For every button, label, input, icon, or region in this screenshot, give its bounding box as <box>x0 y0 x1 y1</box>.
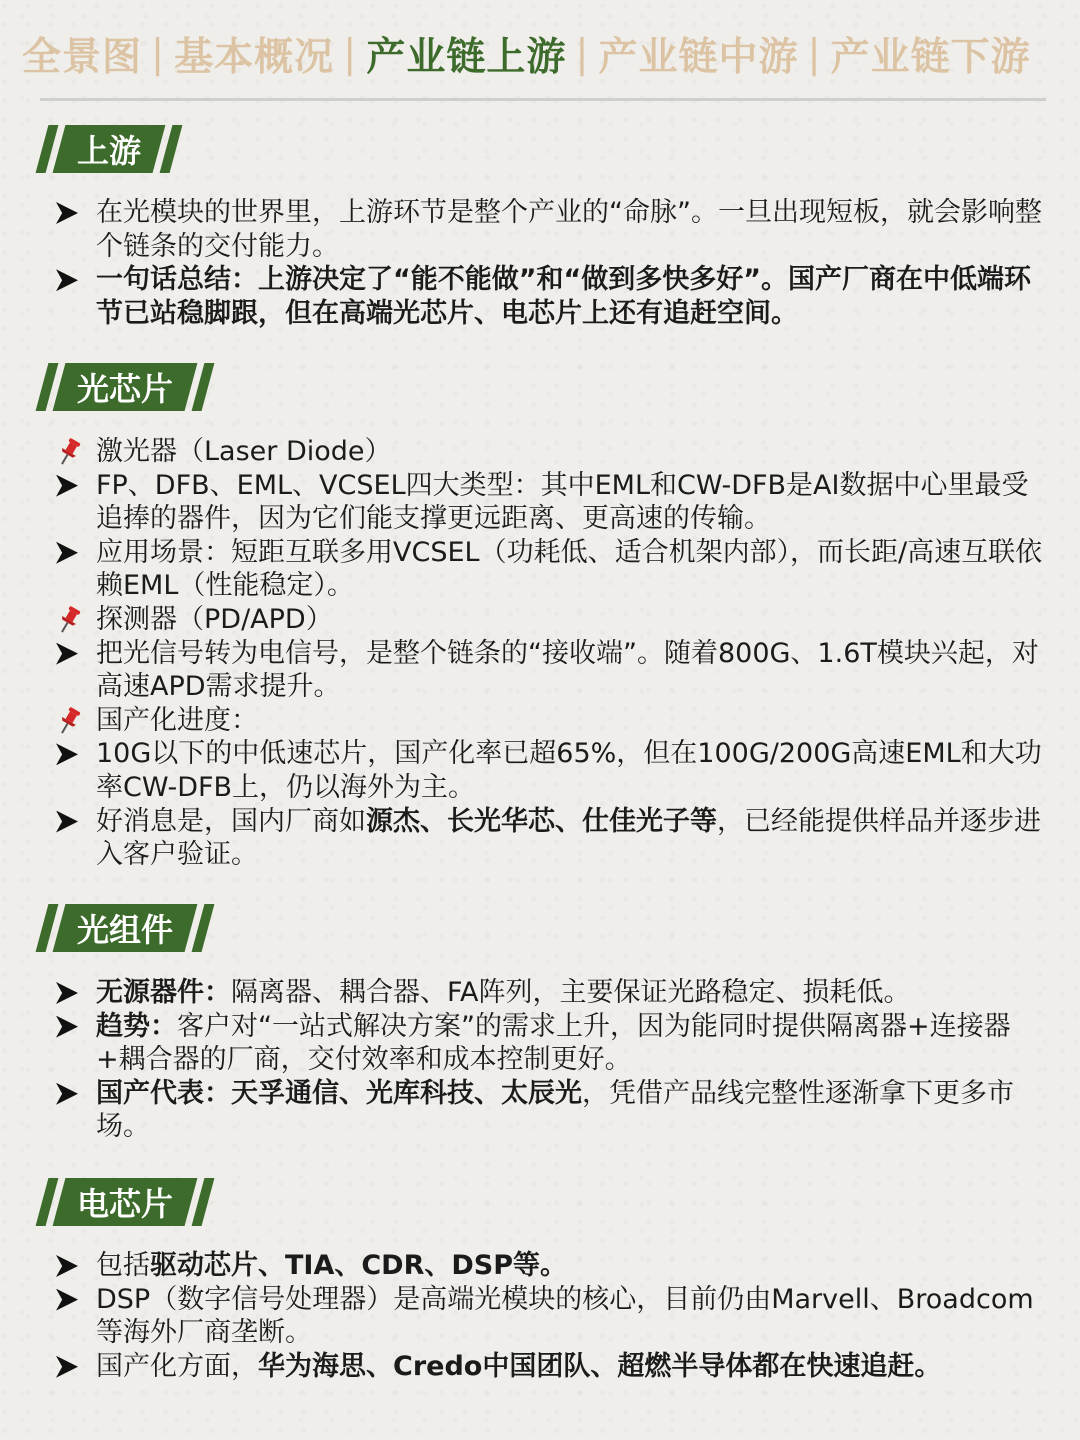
upstream-list <box>52 196 1052 330</box>
section-title: 光组件 <box>53 904 198 952</box>
top-nav <box>22 26 1062 82</box>
arrow-bullet-icon <box>56 1356 78 1378</box>
optical-chip-list <box>52 435 1052 872</box>
section-header-optical-component <box>42 903 208 953</box>
section-title: 上游 <box>53 125 166 173</box>
nav-separator: | <box>151 31 166 77</box>
electrical-chip-list <box>52 1249 1052 1383</box>
list-item: 趋势：客户对“一站式解决方案”的需求上升，因为能同时提供隔离器+连接器+耦合器的厂商，交付效率和成本控制更好。 <box>52 1010 1052 1077</box>
optical-component-list <box>52 976 1052 1144</box>
arrow-bullet-icon <box>56 1016 78 1038</box>
section-title: 电芯片 <box>53 1178 198 1226</box>
arrow-bullet-icon <box>56 1289 78 1311</box>
list-item: 激光器（Laser Diode） <box>52 435 1052 469</box>
section-header-upstream <box>42 124 176 174</box>
list-item: 包括驱动芯片、TIA、CDR、DSP等。 <box>52 1249 1052 1283</box>
nav-tab-basics[interactable]: 基本概况 <box>174 35 335 80</box>
list-item: 国产代表：天孚通信、光库科技、太辰光，凭借产品线完整性逐渐拿下更多市场。 <box>52 1077 1052 1144</box>
nav-tab-downstream[interactable]: 产业链下游 <box>830 35 1031 80</box>
section-header-optical-chip <box>42 362 208 412</box>
nav-tab-midstream[interactable]: 产业链中游 <box>598 35 799 80</box>
arrow-bullet-icon <box>56 1255 78 1277</box>
section-header-electrical-chip <box>42 1177 208 1227</box>
list-item: 在光模块的世界里，上游环节是整个产业的“命脉”。一旦出现短板，就会影响整个链条的交付能力。 <box>52 196 1052 263</box>
list-item: FP、DFB、EML、VCSEL四大类型：其中EML和CW-DFB是AI数据中心里最受追捧的器件，因为它们能支撑更远距离、更高速的传输。 <box>52 469 1052 536</box>
list-item: 应用场景：短距互联多用VCSEL（功耗低、适合机架内部），而长距/高速互联依赖EML（性能稳定）。 <box>52 536 1052 603</box>
nav-divider <box>40 98 1046 101</box>
list-item: 10G以下的中低速芯片，国产化率已超65%，但在100G/200G高速EML和大功率CW-DFB上，仍以海外为主。 <box>52 737 1052 804</box>
arrow-bullet-icon <box>56 269 78 291</box>
arrow-bullet-icon <box>56 643 78 665</box>
list-item: 无源器件：隔离器、耦合器、FA阵列，主要保证光路稳定、损耗低。 <box>52 976 1052 1010</box>
list-item: DSP（数字信号处理器）是高端光模块的核心，目前仍由Marvell、Broadcom等海外厂商垄断。 <box>52 1283 1052 1350</box>
nav-separator: | <box>343 31 358 77</box>
arrow-bullet-icon <box>56 202 78 224</box>
list-item: 好消息是，国内厂商如源杰、长光华芯、仕佳光子等，已经能提供样品并逐步进入客户验证。 <box>52 805 1052 872</box>
nav-tab-overview[interactable]: 全景图 <box>22 35 143 80</box>
pushpin-icon <box>54 604 84 636</box>
arrow-bullet-icon <box>56 982 78 1004</box>
list-item: 国产化方面，华为海思、Credo中国团队、超燃半导体都在快速追赶。 <box>52 1350 1052 1384</box>
arrow-bullet-icon <box>56 475 78 497</box>
arrow-bullet-icon <box>56 1083 78 1105</box>
list-item: 国产化进度： <box>52 704 1052 738</box>
list-item: 一句话总结：上游决定了“能不能做”和“做到多快多好”。国产厂商在中低端环节已站稳脚跟，但在高端光芯片、电芯片上还有追赶空间。 <box>52 263 1052 330</box>
nav-separator: | <box>575 31 590 77</box>
arrow-bullet-icon <box>56 743 78 765</box>
list-item: 把光信号转为电信号，是整个链条的“接收端”。随着800G、1.6T模块兴起，对高速APD需求提升。 <box>52 637 1052 704</box>
pushpin-icon <box>54 436 84 468</box>
section-title: 光芯片 <box>53 363 198 411</box>
pushpin-icon <box>54 705 84 737</box>
nav-tab-upstream[interactable]: 产业链上游 <box>366 35 567 80</box>
arrow-bullet-icon <box>56 811 78 833</box>
nav-separator: | <box>807 31 822 77</box>
list-item: 探测器（PD/APD） <box>52 603 1052 637</box>
arrow-bullet-icon <box>56 542 78 564</box>
